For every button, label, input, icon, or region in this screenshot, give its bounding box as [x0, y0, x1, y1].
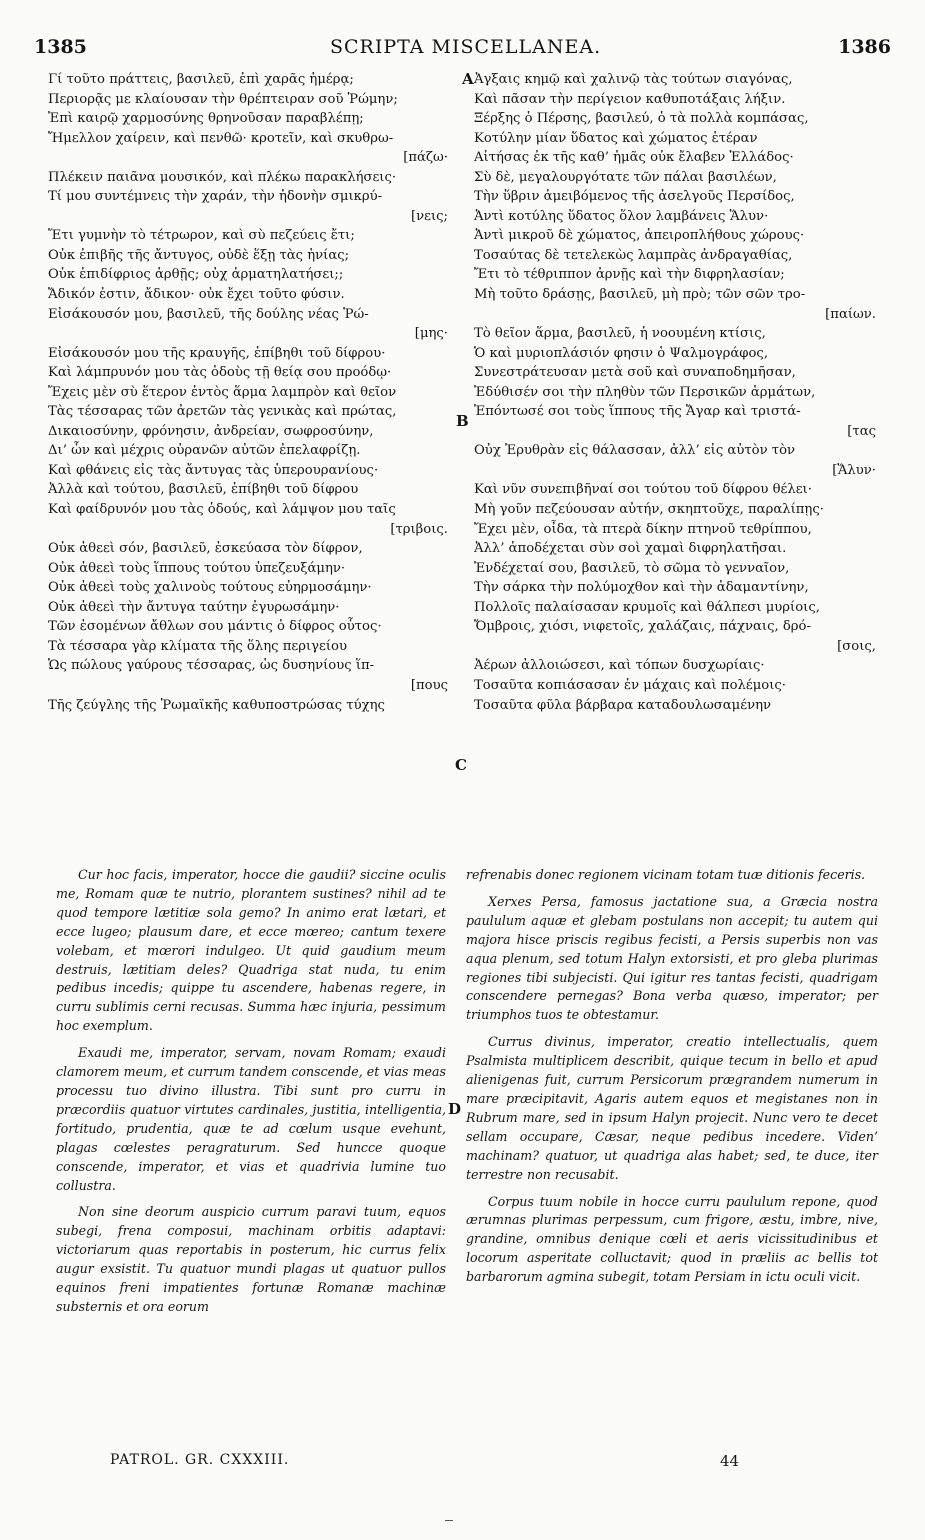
greek-text-left-column	[48, 70, 458, 715]
running-title: SCRIPTA MISCELLANEA.	[330, 36, 602, 58]
greek-verse-line: Τὴν ὕβριν ἀμειβόμενος τῆς ἀσελγοῦς Περσίδος,	[474, 189, 795, 205]
page-number-left: 1385	[34, 36, 87, 58]
greek-verse-line: Ἄδικόν ἐστιν, ἄδικον· οὐκ ἔχει τοῦτο φύσιν.	[48, 287, 345, 303]
bottom-rule	[445, 1520, 453, 1521]
greek-verse-line: [πους	[410, 677, 448, 693]
greek-verse-line: [μης·	[414, 326, 448, 342]
greek-verse-line: Ἐνδέχεταί σου, βασιλεῦ, τὸ σῶμα τὸ γενναῖον,	[474, 560, 790, 576]
greek-verse-line: Τοσαύτας δὲ τετελεκὼς λαμπρὰς ἀνδραγαθίας,	[474, 247, 793, 263]
greek-verse-line: Καὶ πᾶσαν τὴν περίγειον καθυποτάξαις λήξιν.	[474, 91, 786, 107]
greek-verse-line: Ὁ καὶ μυριοπλάσιόν φησιν ὁ Ψαλμογράφος,	[474, 345, 769, 361]
greek-verse-line: Γί τοῦτο πράττεις, βασιλεῦ, ἐπὶ χαρᾶς ἡμέρᾳ;	[48, 72, 354, 87]
greek-verse-line: Τὰς τέσσαρας τῶν ἀρετῶν τὰς γενικὰς καὶ πρώτας,	[48, 404, 397, 420]
greek-verse-line: Καὶ φαίδρυνόν μου τὰς ὁδούς, καὶ λάμψον μου ταῖς	[48, 502, 396, 518]
latin-paragraph: refrenabis donec regionem vicinam totam tuæ ditionis feceris.	[466, 867, 866, 882]
latin-translation-left-column	[56, 866, 446, 1325]
greek-verse-line: Ἐπὶ καιρῷ χαρμοσύνης θρηνοῦσαν παραβλέπῃ;	[48, 111, 364, 127]
greek-verse-line: Πολλοῖς παλαίσασαν κρυμοῖς καὶ θάλπεσι μυρίοις,	[474, 599, 820, 615]
greek-verse-line: [πάζω·	[403, 150, 448, 166]
greek-verse-line: Οὐκ ἀθεεὶ τοὺς ἵππους τούτου ὑπεζευξάμην·	[48, 560, 346, 576]
greek-verse-line: Κοτύλην μίαν ὕδατος καὶ χώματος ἑτέραν	[474, 130, 758, 146]
greek-verse-line: Τοσαῦτα κοπιάσασαν ἐν μάχαις καὶ πολέμοις·	[474, 677, 786, 693]
greek-verse-line: Οὐκ ἀθεεὶ τοὺς χαλινοὺς τούτους εὐηρμοσάμην·	[48, 580, 372, 596]
greek-verse-line: Οὐκ ἀθεεὶ τὴν ἄντυγα ταύτην ἐγυρωσάμην·	[48, 599, 340, 615]
greek-verse-line: Τῶν ἐσομένων ἄθλων σου μάντις ὁ δίφρος οὗτος·	[48, 619, 382, 635]
greek-verse-line: Ὄμβροις, χιόσι, νιφετοῖς, χαλάζαις, πάχναις, δρό-	[474, 619, 811, 635]
greek-verse-line: [τας	[847, 423, 876, 439]
greek-verse-line: Οὐχ Ἐρυθρὰν εἰς θάλασσαν, ἀλλ’ εἰς αὐτὸν τὸν	[474, 443, 796, 459]
greek-verse-line: Αἰτήσας ἐκ τῆς καθ’ ἡμᾶς οὐκ ἔλαβεν Ἑλλάδος·	[474, 150, 794, 166]
greek-verse-line: [Ἅλυν·	[832, 462, 876, 478]
greek-verse-line: Οὐκ ἐπιδίφριος ἀρθῇς; οὐχ ἁρματηλατήσει;;	[48, 267, 344, 283]
greek-verse-line: Πλέκειν παιᾶνα μουσικόν, καὶ πλέκω παρακλήσεις·	[48, 169, 397, 185]
greek-verse-line: Περιορᾷς με κλαίουσαν τὴν θρέπτειραν σοῦ Ῥώμην;	[48, 91, 398, 107]
latin-paragraph: Xerxes Persa, famosus jactatione sua, a Græcia nostra paululum aquæ et glebam postulans non accepit; tu autem qui majora hisce priscis regibus fecisti, a Persis superbis non vas aqua plenum, sed totum Halyn extorsisti, et pro gleba plurimas regiones tibi subjecisti. Qui igitur res tantas fecisti, quadrigam conscendere pernegas? Bona verba quæso, imperator; per triumphos tuos te obtestamur.	[466, 893, 878, 1023]
margin-mark-b: B	[456, 412, 469, 430]
greek-verse-line: [τριβοις.	[390, 521, 448, 537]
greek-verse-line: Τοσαῦτα φῦλα βάρβαρα καταδουλωσαμένην	[474, 697, 772, 713]
greek-verse-line: Ἀέρων ἀλλοιώσεσι, καὶ τόπων δυσχωρίαις·	[474, 658, 765, 674]
greek-verse-line: Τὰ τέσσαρα γὰρ κλίματα τῆς ὅλης περιγείου	[48, 638, 347, 654]
greek-verse-line: Καὶ λάμπρυνόν μου τὰς ὁδοὺς τῇ θείᾳ σου προόδῳ·	[48, 365, 392, 381]
greek-verse-line: Τῆς ζεύγλης τῆς Ῥωμαϊκῆς καθυποστρώσας τύχης	[48, 697, 385, 713]
greek-verse-line: Καὶ φθάνεις εἰς τὰς ἄντυγας τὰς ὑπερουρανίους·	[48, 462, 379, 478]
greek-verse-line: Τὸ θεῖον ἅρμα, βασιλεῦ, ἡ νοουμένη κτίσις,	[474, 326, 766, 342]
greek-verse-line: Ἔχεις μὲν σὺ ἕτερον ἐντὸς ἅρμα λαμπρὸν καὶ θεῖον	[48, 384, 397, 400]
greek-verse-line: Ἀγξαις κημῷ καὶ χαλινῷ τὰς τούτων σιαγόνας,	[474, 72, 793, 87]
running-header	[0, 36, 925, 64]
page-number-right: 1386	[838, 36, 891, 58]
greek-verse-line: Ἀντὶ μικροῦ δὲ χώματος, ἀπειροπλήθους χώρους·	[474, 228, 805, 244]
greek-verse-line: Ἀντὶ κοτύλης ὕδατος ὅλον λαμβάνεις Ἅλυν·	[474, 208, 769, 224]
greek-verse-line: Ἐπόντωσέ σοι τοὺς ἵππους τῆς Ἄγαρ καὶ τριστά-	[474, 404, 801, 420]
latin-paragraph: Currus divinus, imperator, creatio intellectualis, quem Psalmista multiplicem describit, quique tecum in bello et apud alienigenas fuit, currum Persicorum prægrandem numerum in mare præcipitavit, Agaris autem equos et megistanes non in Rubrum mare, sed in ipsum Halyn projecit. Nunc vero te decet sellam occupare, Cæsar, neque pedibus incedere. Viden’ machinam? quatuor, ut quadriga alas habet; sed, te duce, iter terrestre non recusabit.	[466, 1034, 878, 1182]
margin-mark-d: D	[448, 1100, 462, 1118]
greek-verse-line: Τί μου συντέμνεις τὴν χαράν, τὴν ἡδονὴν σμικρύ-	[48, 189, 383, 205]
greek-verse-line: Δικαιοσύνην, φρόνησιν, ἀνδρείαν, σωφροσύνην,	[48, 423, 374, 439]
margin-mark-a: A	[462, 70, 474, 88]
footer-signature: PATROL. GR. CXXXIII.	[110, 1452, 290, 1468]
latin-paragraph: Non sine deorum auspicio currum paravi tuum, equos subegi, frena composui, machinam orbitis adaptavi: victoriarum quas reportabis in posterum, hic currus felix augur exsistit. Tu quatuor mundi plagas ut quatuor pullos equinos freni impatientes fortunæ Romanæ machinæ substernis et ora eorum	[56, 1204, 446, 1314]
greek-verse-line: Μὴ τοῦτο δράσῃς, βασιλεῦ, μὴ πρὸ; τῶν σῶν τρο-	[474, 287, 806, 303]
latin-translation-right-column	[466, 866, 878, 1295]
greek-verse-line: Ἐδύθισέν σοι τὴν πληθὺν τῶν Περσικῶν ἁρμάτων,	[474, 384, 816, 400]
greek-verse-line: Ἔτι τὸ τέθριππον ἀρνῇς καὶ τὴν διφρηλασίαν;	[474, 267, 785, 283]
greek-verse-line: Οὐκ ἀθεεὶ σόν, βασιλεῦ, ἐσκεύασα τὸν δίφρον,	[48, 541, 363, 557]
greek-verse-line: Ὡς πώλους γαύρους τέσσαρας, ὡς δυσηνίους ἵπ-	[48, 658, 375, 674]
greek-verse-line: Συνεστράτευσαν μετὰ σοῦ καὶ συναποδημῆσαν,	[474, 365, 796, 381]
greek-verse-line: Ἤμελλον χαίρειν, καὶ πενθῶ· κροτεῖν, καὶ σκυθρω-	[48, 130, 394, 146]
greek-verse-line: Ξέρξης ὁ Πέρσης, βασιλεύ, ὁ τὰ πολλὰ κομπάσας,	[474, 111, 809, 127]
greek-verse-line: [νεις;	[411, 208, 448, 224]
greek-verse-line: Οὐκ ἐπιβῆς τῆς ἄντυγος, οὐδὲ ἕξῃ τὰς ἡνίας;	[48, 247, 350, 263]
greek-verse-line: Ἔχει μὲν, οἶδα, τὰ πτερὰ δίκην πτηνοῦ τεθρίππου,	[474, 521, 812, 537]
greek-verse-line: Εἰσάκουσόν μου τῆς κραυγῆς, ἐπίβηθι τοῦ δίφρου·	[48, 345, 386, 361]
latin-paragraph: Cur hoc facis, imperator, hocce die gaudii? siccine oculis me, Romam quæ te nutrio, plorantem sustines? nihil ad te quod tempore lætitiæ sola gemo? In animo erat lætari, et ecce lugeo; plausum dare, et ecce mœreo; cantum texere volebam, et mœrori indulgeo. Ut quid gaudium meum destruis, lætitiam deles? Quadriga stat nuda, tu enim pedibus incedis; quippe tu ascendere, habenas regere, in curru sublimis cerni recusas. Summa hæc injuria, pessimum hoc exemplum.	[56, 867, 446, 1034]
greek-verse-line: Ἔτι γυμνὴν τὸ τέτρωρον, καὶ σὺ πεζεύεις ἔτι;	[48, 228, 355, 244]
greek-verse-line: [σοις,	[837, 638, 876, 654]
greek-verse-line: [παίων.	[825, 306, 876, 322]
latin-paragraph: Corpus tuum nobile in hocce curru paululum repone, quod ærumnas plurimas perpessum, cum frigore, æstu, imbre, nive, grandine, omnibus denique cœli et aeris vicissitudinibus et locorum asperitate colluctavit; quod in præliis ac bellis tot barbarorum agmina subegit, totam Persiam in ictu oculi vicit.	[466, 1193, 878, 1285]
latin-paragraph: Exaudi me, imperator, servam, novam Romam; exaudi clamorem meum, et currum tandem conscende, et vias meas processu tuo divino illustra. Tibi sunt pro curru in præcordiis quatuor virtutes cardinales, justitia, intelligentia, fortitudo, prudentia, quæ te ad cœlum usque evehunt, plagas cœlestes peragraturum. Sed huncce quoque conscende, imperator, et vias et quadrivia lumine tuo collustra.	[56, 1045, 446, 1193]
greek-verse-line: Ἀλλ’ ἀποδέχεται σὺν σοὶ χαμαὶ διφρηλατῆσαι.	[474, 541, 787, 557]
greek-verse-line: Εἰσάκουσόν μου, βασιλεῦ, τῆς δούλης νέας Ῥώ-	[48, 306, 369, 322]
greek-verse-line: Καὶ νῦν συνεπιβῆναί σοι τούτου τοῦ δίφρου θέλει·	[474, 482, 812, 498]
greek-text-right-column	[474, 70, 886, 715]
greek-verse-line: Μὴ γοῦν πεζεύουσαν αὐτήν, σκηπτοῦχε, παραλίπῃς·	[474, 502, 824, 518]
greek-verse-line: Ἀλλὰ καὶ τούτου, βασιλεῦ, ἐπίβηθι τοῦ δίφρου	[48, 482, 359, 498]
margin-mark-c: C	[455, 756, 467, 774]
greek-verse-line: Σὺ δὲ, μεγαλουργότατε τῶν πάλαι βασιλέων,	[474, 169, 777, 185]
greek-verse-line: Τὴν σάρκα τὴν πολύμοχθον καὶ τὴν ἀδαμαντίνην,	[474, 580, 809, 596]
greek-verse-line: Δι’ ὧν καὶ μέχρις οὐρανῶν αὐτῶν ἐπελαφρίζῃ.	[48, 443, 361, 459]
footer-sheet-number: 44	[720, 1452, 740, 1470]
